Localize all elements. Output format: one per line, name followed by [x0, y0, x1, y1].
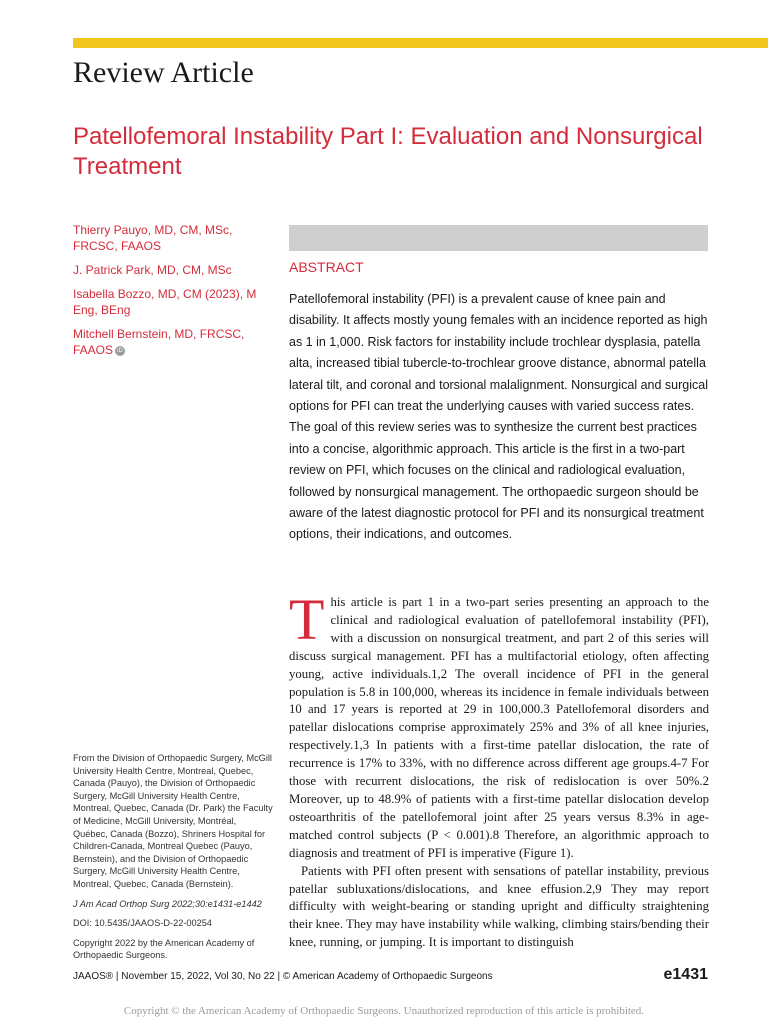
copyright-notice: Copyright © the American Academy of Orthopaedic Surgeons. Unauthorized reproduction of this article is prohibited.: [123, 1005, 645, 1017]
author-4: [73, 326, 273, 358]
footer-text: JAAOS® | November 15, 2022, Vol 30, No 22 | © American Academy of Orthopaedic Surgeons: [73, 971, 493, 982]
drop-cap: T: [289, 587, 325, 652]
page-footer: [73, 968, 708, 988]
body-text: [289, 587, 709, 952]
abstract-text: Patellofemoral instability (PFI) is a prevalent cause of knee pain and disability. It affects mostly young females with an incidence reported as high as 1 in 1,000. Risk factors for instability include trochlear dysplasia, patella alta, increased tibial tubercle-to-trochlear groove distance, abnormal patella lateral tilt, and coronal and torsional malalignment. Nonsurgical and surgical options for PFI can treat the underlying causes with varied success rates. The goal of this review series was to synthesize the current best practices into a concise, algorithmic approach. This article is the first in a two-part review on PFI, which focuses on the clinical and radiological evaluation, followed by nonsurgical management. The orthopaedic surgeon should be aware of the latest diagnostic protocol for PFI and its nonsurgical treatment options, their indications, and outcomes.: [289, 292, 708, 542]
page-number: e1431: [663, 966, 708, 983]
author-3: Isabella Bozzo, MD, CM (2023), M Eng, BEng: [73, 287, 257, 317]
journal-citation: J Am Acad Orthop Surg 2022;30:e1431-e1442: [73, 898, 262, 909]
doi[interactable]: DOI: 10.5435/JAAOS-D-22-00254: [73, 918, 212, 929]
author-list: [73, 222, 273, 366]
copyright-statement: Copyright 2022 by the American Academy of Orthopaedic Surgeons.: [73, 937, 255, 961]
article-title: Patellofemoral Instability Part I: Evaluation and Nonsurgical Treatment: [73, 123, 703, 180]
body-paragraph-2: Patients with PFI often present with sensations of patellar instability, previous patellar subluxations/dislocations, and knee effusion.2,9 They may report difficulty with weight-bearing or standing upright and difficulty straightening their knee. They may have instability while walking, climbing stairs/bending their knee, running, or jumping. It is important to distinguish: [289, 863, 709, 950]
abstract-header-bar: [289, 225, 708, 251]
body-paragraph-1-text: his article is part 1 in a two-part series presenting an approach to the clinical and radiological evaluation of patellofemoral instability (PFI), with a discussion on nonsurgical treatment, and part 2 of this series will discuss surgical management. PFI has a multifactorial etiology, often affecting young, active individuals.1,2 The overall incidence of PFI in the general population is 5.8 in 100,000, whereas its incidence in female individuals between 10 and 17 years is reported at 29 in 100,000.3 Patellofemoral disorders and patellar dislocations comprise approximately 25% and 3% of all knee injuries, respectively.1,3 In patients with a first-time patellar dislocation, the rate of recurrence is 17% to 33%, with no difference across different age groups.4-7 For those with recurrent dislocations, the risk of redislocation is over 50%.2 Moreover, up to 48.9% of patients with a first-time patellar dislocation develop osteoarthritis of the patellofemoral joint after 25 years versus 8.3% in age-matched control subjects (P < 0.001).8 Therefore, an algorithmic approach to diagnosis and treatment of PFI is imperative (Figure 1).: [289, 595, 709, 860]
affiliations: [73, 752, 273, 969]
author-1: Thierry Pauyo, MD, CM, MSc, FRCSC, FAAOS: [73, 223, 233, 253]
header-accent-bar: [73, 38, 768, 48]
body-paragraph-1: [289, 587, 709, 863]
author-2: J. Patrick Park, MD, CM, MSc: [73, 263, 232, 277]
abstract-heading: ABSTRACT: [289, 259, 364, 275]
affiliation-text: From the Division of Orthopaedic Surgery, McGill University Health Centre, Montreal, Quebec, Canada (Pauyo), the Division of Orthopaedic Surgery, McGill University Health Centre, Montreal, Quebec, Canada (Dr. Park) the Faculty of Medicine, McGill University, Montréal, Québec, Canada (Bozzo), Shriners Hospital for Children-Canada, Montreal Quebec (Pauyo, Bernstein), and the Division of Orthopaedic Surgery, McGill University Health Centre, Montreal, Quebec, Canada (Bernstein).: [73, 753, 273, 889]
orcid-icon[interactable]: iD: [115, 346, 125, 356]
article-type: Review Article: [73, 56, 254, 89]
author-4-name: Mitchell Bernstein, MD, FRCSC, FAAOS: [73, 327, 245, 357]
